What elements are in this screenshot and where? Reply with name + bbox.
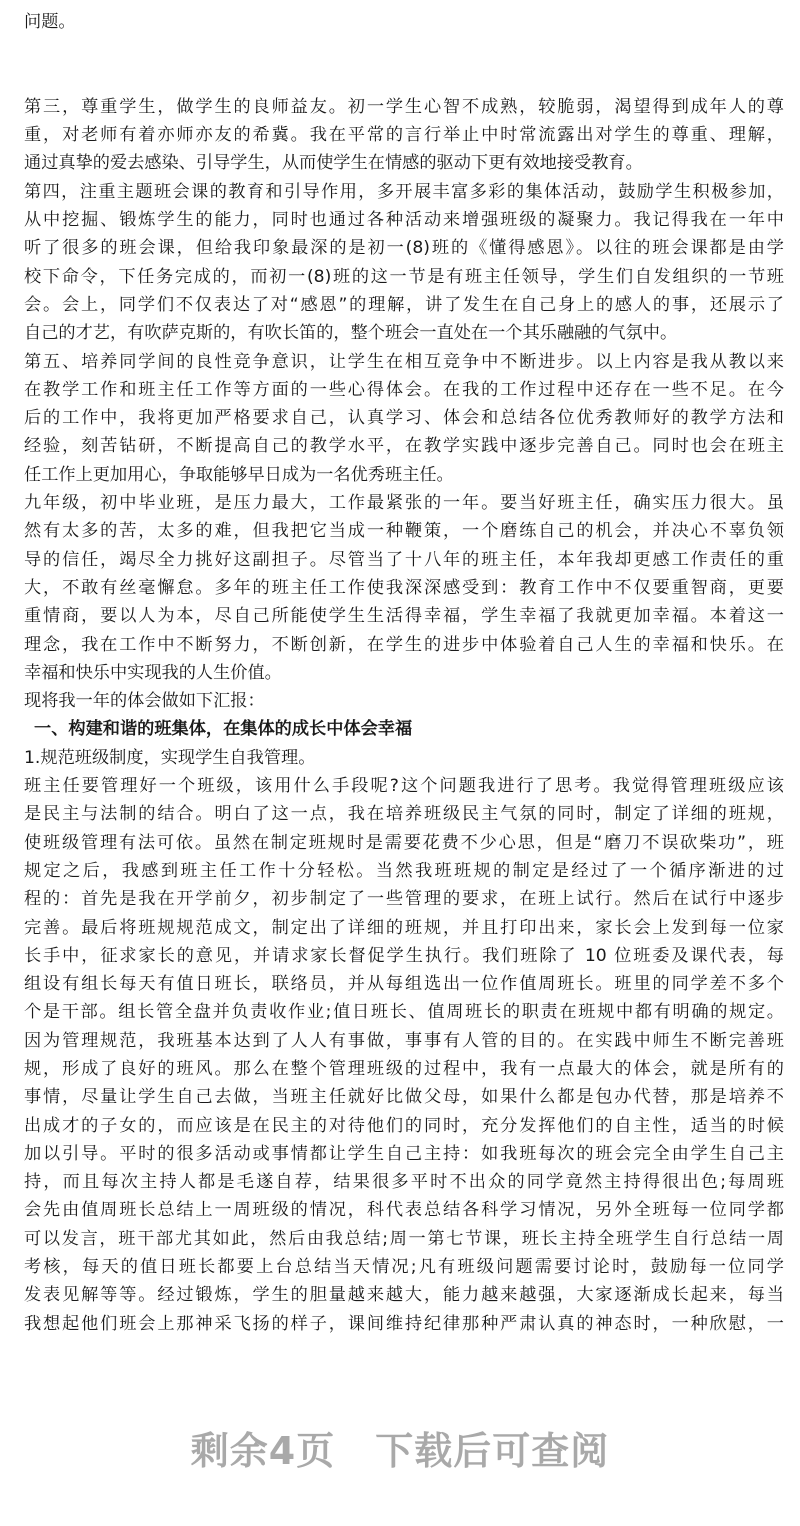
text-line: 经验，刻苦钻研，不断提高自己的教学水平，在教学实践中逐步完善自己。同时也会在班主 bbox=[24, 436, 784, 457]
text-line: 程的：首先是我在开学前夕，初步制定了一些管理的要求，在班上试行。然后在试行中逐步 bbox=[24, 889, 784, 910]
text-line: 理念，我在工作中不断努力，不断创新，在学生的进步中体验着自己人生的幸福和快乐。在 bbox=[24, 634, 784, 655]
text-line: 一、构建和谐的班集体，在集体的成长中体会幸福 bbox=[34, 719, 413, 740]
text-line: 第五、培养同学间的良性竞争意识，让学生在相互竞争中不断进步。以上内容是我从教以来 bbox=[24, 351, 784, 372]
text-line: 出成才的子女的，而应该是在民主的对待他们的同时，充分发挥他们的自主性，适当的时候 bbox=[24, 1115, 784, 1136]
paragraph bbox=[24, 178, 784, 348]
text-line: 考核，每天的值日班长都要上台总结当天情况;凡有班级问题需要讨论时，鼓励每一位同学 bbox=[24, 1257, 784, 1278]
text-line: 加以引导。平时的很多活动或事情都让学生自己主持：如我班每次的班会完全由学生自己主 bbox=[24, 1143, 784, 1164]
remaining-pages-text: 剩余4页 bbox=[190, 1429, 336, 1473]
text-line: 任工作上更加用心，争取能够早日成为一名优秀班主任。 bbox=[24, 464, 454, 485]
download-banner[interactable] bbox=[0, 1420, 800, 1475]
download-to-view-text[interactable]: 下载后可查阅 bbox=[375, 1429, 610, 1473]
text-line: 规定之后，我感到班主任工作十分轻松。当然我班班规的制定是经过了一个循序渐进的过 bbox=[24, 860, 784, 881]
text-line: 个是干部。组长管全盘并负责收作业;值日班长、值周班长的职责在班规中都有明确的规定。 bbox=[24, 1002, 784, 1023]
text-line: 重，对老师有着亦师亦友的希冀。我在平常的言行举止中时常流露出对学生的尊重、理解， bbox=[24, 125, 784, 146]
text-line: 然有太多的苦，太多的难，但我把它当成一种鞭策，一个磨练自己的机会，并决心不辜负领 bbox=[24, 521, 784, 542]
paragraph bbox=[24, 348, 784, 489]
text-line: 可以发言，班干部尤其如此，然后由我总结;周一第七节课，班长主持全班学生自行总结一周 bbox=[24, 1228, 784, 1249]
text-line: 发表见解等等。经过锻炼，学生的胆量越来越大，能力越来越强，大家逐渐成长起来，每当 bbox=[24, 1285, 784, 1306]
text-line: 第三，尊重学生，做学生的良师益友。初一学生心智不成熟，较脆弱，渴望得到成年人的尊 bbox=[24, 96, 784, 117]
text-line: 自己的才艺，有吹萨克斯的，有吹长笛的，整个班会一直处在一个其乐融融的气氛中。 bbox=[24, 323, 678, 344]
paragraph bbox=[24, 8, 784, 36]
paragraph bbox=[24, 489, 784, 687]
text-line: 会。会上，同学们不仅表达了对“感恩”的理解，讲了发生在自己身上的感人的事，还展示了 bbox=[24, 294, 784, 315]
text-line: 幸福和快乐中实现我的人生价值。 bbox=[24, 662, 282, 683]
text-line: 是民主与法制的结合。明白了这一点，我在培养班级民主气氛的同时，制定了详细的班规， bbox=[24, 804, 784, 825]
text-line: 校下命令，下任务完成的，而初一(8)班的这一节是有班主任领导，学生们自发组织的一节班 bbox=[24, 266, 784, 287]
text-line: 通过真挚的爱去感染、引导学生，从而使学生在情感的驱动下更有效地接受教育。 bbox=[24, 153, 643, 174]
text-line: 九年级，初中毕业班，是压力最大，工作最紧张的一年。要当好班主任，确实压力很大。虽 bbox=[24, 493, 784, 514]
text-line: 因为管理规范，我班基本达到了人人有事做，事事有人管的目的。在实践中师生不断完善班 bbox=[24, 1030, 784, 1051]
paragraph bbox=[24, 744, 784, 772]
text-line: 从中挖掘、锻炼学生的能力，同时也通过各种活动来增强班级的凝聚力。我记得我在一年中 bbox=[24, 210, 784, 231]
text-line: 导的信任，竭尽全力挑好这副担子。尽管当了十八年的班主任，本年我却更感工作责任的重 bbox=[24, 549, 784, 570]
text-line: 重情商，要以人为本，尽自己所能使学生生活得幸福，学生幸福了我就更加幸福。本着这一 bbox=[24, 606, 784, 627]
section-heading bbox=[24, 715, 784, 743]
text-line: 班主任要管理好一个班级，该用什么手段呢?这个问题我进行了思考。我觉得管理班级应该 bbox=[24, 776, 784, 797]
paragraph bbox=[24, 772, 784, 1338]
text-line: 问题。 bbox=[24, 12, 76, 32]
paragraph-gap bbox=[24, 36, 784, 93]
text-line: 持，而且每次主持人都是毛遂自荐，结果很多平时不出众的同学竟然主持得很出色;每周班 bbox=[24, 1172, 784, 1193]
text-line: 使班级管理有法可依。虽然在制定班规时是需要花费不少心思，但是“磨刀不误砍柴功”，班 bbox=[24, 832, 784, 853]
text-line: 1.规范班级制度，实现学生自我管理。 bbox=[24, 747, 316, 768]
text-line: 长手中，征求家长的意见，并请求家长督促学生执行。我们班除了 10 位班委及课代表，每 bbox=[24, 945, 784, 966]
paragraph bbox=[24, 93, 784, 178]
text-line: 会先由值周班长总结上一周班级的情况，科代表总结各科学习情况，另外全班每一位同学都 bbox=[24, 1200, 784, 1221]
text-line: 第四，注重主题班会课的教育和引导作用，多开展丰富多彩的集体活动，鼓励学生积极参加， bbox=[24, 181, 784, 202]
text-line: 大，不敢有丝毫懈怠。多年的班主任工作使我深深感受到：教育工作中不仅要重智商，更要 bbox=[24, 577, 784, 598]
text-line: 现将我一年的体会做如下汇报： bbox=[24, 691, 265, 712]
text-line: 我想起他们班会上那神采飞扬的样子，课间维持纪律那种严肃认真的神态时，一种欣慰，一 bbox=[24, 1313, 784, 1334]
text-line: 听了很多的班会课，但给我印象最深的是初一(8)班的《懂得感恩》。以往的班会课都是由学 bbox=[24, 238, 784, 259]
text-line: 后的工作中，我将更加严格要求自己，认真学习、体会和总结各位优秀教师好的教学方法和 bbox=[24, 408, 784, 429]
text-line: 规，形成了良好的班风。那么在整个管理班级的过程中，我有一点最大的体会，就是所有的 bbox=[24, 1058, 784, 1079]
document-body bbox=[24, 8, 784, 1338]
text-line: 组设有组长每天有值日班长，联络员，并从每组选出一位作值周班长。班里的同学差不多个 bbox=[24, 974, 784, 995]
text-line: 完善。最后将班规规范成文，制定出了详细的班规，并且打印出来，家长会上发到每一位家 bbox=[24, 917, 784, 938]
text-line: 在教学工作和班主任工作等方面的一些心得体会。在我的工作过程中还存在一些不足。在今 bbox=[24, 379, 784, 400]
text-line: 事情，尽量让学生自己去做，当班主任就好比做父母，如果什么都是包办代替，那是培养不 bbox=[24, 1087, 784, 1108]
paragraph bbox=[24, 687, 784, 715]
